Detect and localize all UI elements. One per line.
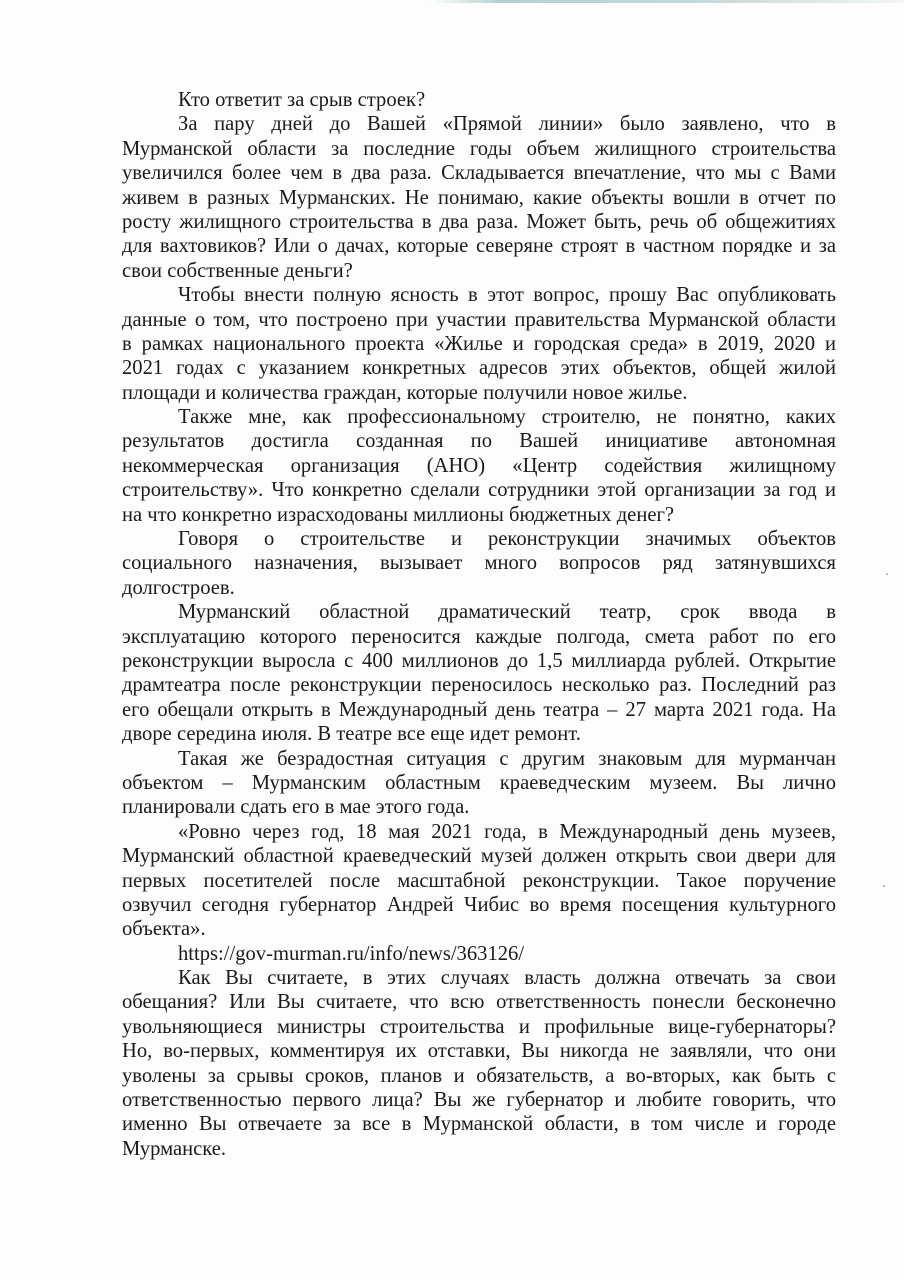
- line-text: объектом – Мурманским областным краеведческим музеем. Вы лично: [122, 771, 836, 794]
- line-text: За пару дней до Вашей «Прямой линии» было заявлено, что в: [178, 113, 836, 136]
- text-line: [0, 649, 904, 673]
- text-line: [0, 673, 904, 697]
- line-text: планировали сдать его в мае этого года.: [122, 796, 470, 819]
- text-line: [0, 820, 904, 844]
- line-text: социального назначения, вызывает много вопросов ряд затянувшихся: [122, 552, 836, 575]
- text-line: [0, 234, 904, 258]
- text-line: [0, 551, 904, 575]
- line-text: озвучил сегодня губернатор Андрей Чибис во время посещения культурного: [122, 893, 836, 916]
- line-text: первых посетителей после масштабной реконструкции. Такое поручение: [122, 869, 836, 892]
- line-text: площади и количества граждан, которые получили новое жилье.: [122, 381, 688, 404]
- line-text: эксплуатацию которого переносится каждые полгода, смета работ по его: [122, 625, 836, 648]
- text-line: [0, 625, 904, 649]
- text-line: [0, 1088, 904, 1112]
- text-line: [0, 210, 904, 234]
- line-text: 2021 годах с указанием конкретных адресов этих объектов, общей жилой: [122, 357, 836, 380]
- text-line: [0, 771, 904, 795]
- line-text: Говоря о строительстве и реконструкции значимых объектов: [178, 528, 836, 551]
- line-text: Но, во-первых, комментируя их отставки, Вы никогда не заявляли, что они: [122, 1040, 836, 1063]
- line-text: уволены за срывы сроков, планов и обязательств, а во-вторых, как быть с: [122, 1064, 836, 1087]
- text-line: [0, 454, 904, 478]
- text-line: [0, 332, 904, 356]
- text-line: [0, 966, 904, 990]
- line-text: строительству». Что конкретно сделали сотрудники этой организации за год и: [122, 479, 836, 502]
- text-line: [0, 600, 904, 624]
- line-text: результатов достигла созданная по Вашей инициативе автономная: [122, 430, 836, 453]
- text-line: [0, 405, 904, 429]
- line-text: драмтеатра после реконструкции переносилось несколько раз. Последний раз: [122, 674, 836, 697]
- line-text: Мурманский областной драматический театр, срок ввода в: [178, 601, 836, 624]
- text-line: [0, 698, 904, 722]
- text-line: [0, 1039, 904, 1063]
- text-line: [0, 576, 904, 600]
- line-text: для вахтовиков? Или о дачах, которые северяне строят в частном порядке и за: [122, 235, 836, 258]
- text-line: [0, 186, 904, 210]
- text-line: [0, 88, 904, 112]
- text-line: [0, 527, 904, 551]
- line-text: увеличился более чем в два раза. Складывается впечатление, что мы с Вами: [122, 162, 836, 185]
- text-line: [0, 1137, 904, 1161]
- text-line: [0, 869, 904, 893]
- text-line: [0, 429, 904, 453]
- line-text: именно Вы отвечаете за все в Мурманской области, в том числе и городе: [122, 1113, 836, 1136]
- line-text: Мурманской области за последние годы объем жилищного строительства: [122, 137, 836, 160]
- text-line: [0, 1112, 904, 1136]
- letter-body: [0, 88, 904, 1161]
- line-text: Чтобы внести полную ясность в этот вопрос, прошу Вас опубликовать: [178, 284, 836, 307]
- text-line: [0, 1064, 904, 1088]
- line-text: обещания? Или Вы считаете, что всю ответственность понесли бесконечно: [122, 991, 836, 1014]
- line-text: живем в разных Мурманских. Не понимаю, какие объекты вошли в отчет по: [122, 186, 836, 209]
- text-line: [0, 722, 904, 746]
- text-line: [0, 137, 904, 161]
- line-text: некоммерческая организация (АНО) «Центр содействия жилищному: [122, 454, 836, 477]
- text-line: [0, 161, 904, 185]
- text-line: [0, 747, 904, 771]
- text-line: [0, 478, 904, 502]
- line-text: реконструкции выросла с 400 миллионов до 1,5 миллиарда рублей. Открытие: [122, 649, 836, 672]
- line-text: увольняющиеся министры строительства и профильные вице-губернаторы?: [122, 1015, 836, 1038]
- scan-edge-mark: [430, 0, 904, 3]
- line-text: росту жилищного строительства в два раза. Может быть, речь об общежитиях: [122, 210, 836, 233]
- text-line: [0, 259, 904, 283]
- line-text: ответственностью первого лица? Вы же губернатор и любите говорить, что: [122, 1089, 836, 1112]
- text-line: [0, 112, 904, 136]
- line-text: Такая же безрадостная ситуация с другим знаковым для мурманчан: [178, 747, 836, 770]
- text-line: [0, 917, 904, 941]
- text-line: [0, 942, 904, 966]
- text-line: [0, 893, 904, 917]
- line-text: дворе середина июля. В театре все еще идет ремонт.: [122, 723, 581, 746]
- text-line: [0, 283, 904, 307]
- line-text: Также мне, как профессиональному строителю, не понятно, каких: [178, 406, 836, 429]
- line-text: его обещали открыть в Международный день театра – 27 марта 2021 года. На: [122, 698, 836, 721]
- line-text: Кто ответит за срыв строек?: [178, 89, 426, 111]
- text-line: [0, 356, 904, 380]
- line-text: свои собственные деньги?: [122, 259, 353, 282]
- line-text: долгостроев.: [122, 576, 235, 599]
- line-text: Как Вы считаете, в этих случаях власть должна отвечать за свои: [178, 967, 836, 990]
- line-text: Мурманске.: [122, 1137, 227, 1160]
- text-line: [0, 1015, 904, 1039]
- text-line: [0, 308, 904, 332]
- line-text: данные о том, что построено при участии правительства Мурманской области: [122, 308, 836, 331]
- line-text: https://gov-murman.ru/info/news/363126/: [178, 942, 525, 965]
- line-text: «Ровно через год, 18 мая 2021 года, в Международный день музеев,: [178, 820, 836, 843]
- text-line: [0, 844, 904, 868]
- line-text: на что конкретно израсходованы миллионы бюджетных денег?: [122, 503, 675, 526]
- text-line: [0, 381, 904, 405]
- line-text: объекта».: [122, 918, 206, 941]
- line-text: Мурманский областной краеведческий музей должен открыть свои двери для: [122, 845, 836, 868]
- line-text: в рамках национального проекта «Жилье и городская среда» в 2019, 2020 и: [122, 332, 836, 355]
- text-line: [0, 795, 904, 819]
- text-line: [0, 503, 904, 527]
- text-line: [0, 990, 904, 1014]
